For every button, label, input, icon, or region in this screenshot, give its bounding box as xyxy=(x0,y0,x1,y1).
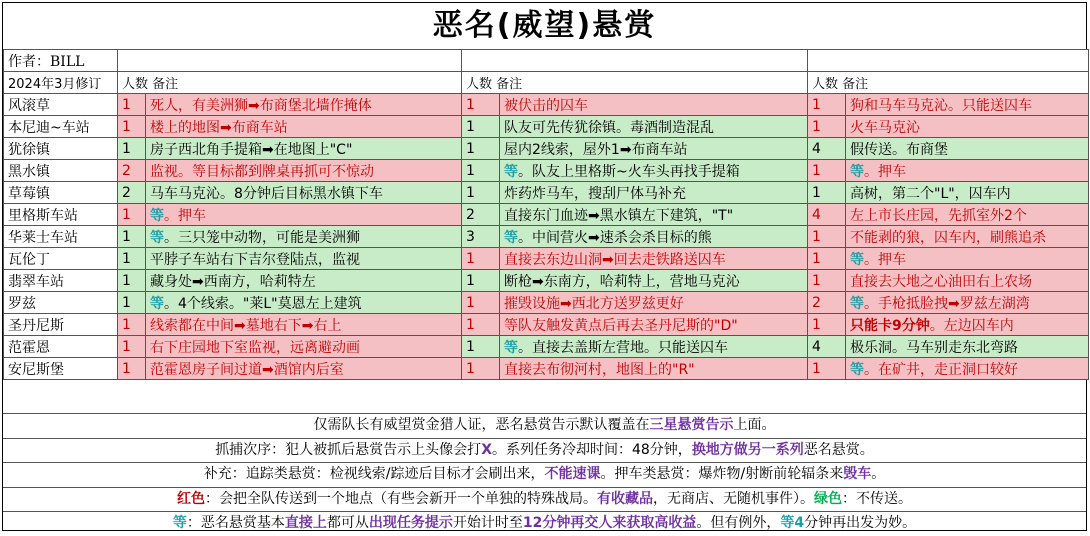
note-text: 平脖子车站右下吉尔登陆点，监视 xyxy=(150,251,360,268)
note-text: 假传送。布商堡 xyxy=(850,141,948,158)
note-cell xyxy=(846,138,1089,160)
col-count-header: 人数 xyxy=(812,77,839,92)
wait-tag: 等 xyxy=(504,229,518,246)
note-text: 。4个线索。"莱L"莫恩左上建筑 xyxy=(164,295,362,312)
note-cell xyxy=(146,226,462,248)
count-cell: 1 xyxy=(808,248,846,270)
col-note-header: 备注 xyxy=(842,77,869,92)
note-cell xyxy=(846,314,1089,336)
wait-tag: 等 xyxy=(504,339,518,356)
count-cell: 1 xyxy=(118,336,146,358)
note-text: 直接去大地之心油田右上农场 xyxy=(850,273,1032,290)
note-cell xyxy=(146,270,462,292)
note-text: 屋内2线索，屋外1➡布商车站 xyxy=(504,141,688,158)
note-cell xyxy=(846,160,1089,182)
count-cell: 2 xyxy=(808,292,846,314)
note-text: 左上市长庄园，先抓室外2个 xyxy=(850,207,1027,224)
count-cell: 4 xyxy=(808,204,846,226)
location-cell: 华莱士车站 xyxy=(4,226,118,248)
location-cell: 瓦伦丁 xyxy=(4,248,118,270)
table-row xyxy=(4,182,1089,204)
count-cell: 1 xyxy=(118,270,146,292)
page-title: 恶名(威望)悬赏 xyxy=(3,3,1086,50)
count-cell: 1 xyxy=(462,116,500,138)
note-cell xyxy=(500,182,808,204)
count-cell: 1 xyxy=(808,182,846,204)
note-text: 范霍恩房子间过道➡酒馆内后室 xyxy=(150,361,344,378)
count-cell: 1 xyxy=(118,138,146,160)
note-cell xyxy=(146,160,462,182)
note-text: 。左边囚车内 xyxy=(929,317,1014,334)
count-cell: 1 xyxy=(118,204,146,226)
count-cell: 2 xyxy=(462,204,500,226)
note-cell xyxy=(500,248,808,270)
table-row xyxy=(4,116,1089,138)
location-cell: 黑水镇 xyxy=(4,160,118,182)
note-line-3: 补充：追踪类悬赏：检视线索/踪迹后目标才会刷出来，不能速课。押车类悬赏：爆炸物/射断前轮辐条来毁车。 xyxy=(3,462,1086,487)
wait-tag: 等 xyxy=(850,295,864,312)
location-cell: 风滚草 xyxy=(4,94,118,116)
note-cell xyxy=(846,226,1089,248)
note-cell xyxy=(846,358,1089,380)
note-text: 线索都在中间➡墓地右下➡右上 xyxy=(150,317,342,334)
wait-tag: 等 xyxy=(150,229,164,246)
col-note-header: 备注 xyxy=(496,77,523,92)
col-note-header: 备注 xyxy=(152,77,179,92)
note-cell xyxy=(146,292,462,314)
wait-tag: 等 xyxy=(850,163,864,180)
note-cell xyxy=(500,336,808,358)
note-text: 。押车 xyxy=(164,207,206,224)
count-cell: 1 xyxy=(462,292,500,314)
note-text: 监视。等目标都到牌桌再抓可不惊动 xyxy=(150,163,374,180)
count-cell: 1 xyxy=(808,94,846,116)
count-cell: 1 xyxy=(462,182,500,204)
note-cell xyxy=(846,204,1089,226)
count-cell: 4 xyxy=(808,138,846,160)
note-cell xyxy=(846,336,1089,358)
note-cell xyxy=(846,292,1089,314)
note-line-1: 仅需队长有威望赏金猎人证，恶名悬赏告示默认覆盖在三星悬赏告示上面。 xyxy=(3,413,1086,438)
note-line-5: 等：恶名悬赏基本直接上都可从出现任务提示开始计时至12分钟再交人来获取高收益。但有例外，等4分钟再出发为妙。 xyxy=(3,511,1086,536)
count-cell: 1 xyxy=(462,314,500,336)
note-text: 房子西北角手提箱➡在地图上"C" xyxy=(150,141,353,158)
location-cell: 草莓镇 xyxy=(4,182,118,204)
note-text: 炸药炸马车，搜刮尸体马补充 xyxy=(504,185,686,202)
location-cell: 犹徐镇 xyxy=(4,138,118,160)
table-row xyxy=(4,160,1089,182)
count-cell: 1 xyxy=(808,116,846,138)
note-text: 死人，有美洲狮➡布商堡北墙作掩体 xyxy=(150,97,372,114)
note-text: 等队友触发黄点后再去圣丹尼斯的"D" xyxy=(504,317,738,334)
count-cell: 1 xyxy=(462,248,500,270)
location-cell: 罗兹 xyxy=(4,292,118,314)
count-cell: 1 xyxy=(808,160,846,182)
table-row xyxy=(4,358,1089,380)
author-row xyxy=(4,50,1089,72)
note-text: 断枪➡东南方，哈莉特上，营地马克沁 xyxy=(504,273,740,290)
location-cell: 里格斯车站 xyxy=(4,204,118,226)
count-cell: 1 xyxy=(808,314,846,336)
note-text: 。手枪抵脸拽➡罗兹左湖湾 xyxy=(864,295,1030,312)
note-text: 高树，第二个"L"，囚车内 xyxy=(850,185,1011,202)
note-text: 不能剥的狼，囚车内，刷熊追杀 xyxy=(850,229,1046,246)
count-cell: 1 xyxy=(118,116,146,138)
note-text: 右下庄园地下室监视，远离避动画 xyxy=(150,339,360,356)
note-text: 。在矿井，走正洞口较好 xyxy=(864,361,1018,378)
note-cell xyxy=(146,116,462,138)
count-cell: 2 xyxy=(118,160,146,182)
note-cell xyxy=(846,182,1089,204)
col-count-header: 人数 xyxy=(466,77,493,92)
note-text: 被伏击的囚车 xyxy=(504,97,588,114)
table-row xyxy=(4,226,1089,248)
location-cell: 安尼斯堡 xyxy=(4,358,118,380)
note-text: 。三只笼中动物，可能是美洲狮 xyxy=(164,229,360,246)
note-cell xyxy=(146,94,462,116)
table-row xyxy=(4,248,1089,270)
note-text: 马车马克沁。8分钟后目标黑水镇下车 xyxy=(150,185,383,202)
count-cell: 1 xyxy=(118,94,146,116)
wait-tag: 等 xyxy=(504,163,518,180)
note-text: 。押车 xyxy=(864,251,906,268)
note-text: 直接去布彻河村，地图上的"R" xyxy=(504,361,695,378)
wait-tag: 等 xyxy=(850,361,864,378)
note-text: 极乐洞。马车别走东北弯路 xyxy=(850,339,1018,356)
count-cell: 1 xyxy=(808,226,846,248)
count-cell: 4 xyxy=(808,336,846,358)
note-cell xyxy=(146,358,462,380)
note-text: 。队友上里格斯~火车头再找手提箱 xyxy=(518,163,740,180)
table-row xyxy=(4,292,1089,314)
note-cell xyxy=(500,292,808,314)
note-cell xyxy=(146,182,462,204)
count-cell: 1 xyxy=(462,138,500,160)
count-cell: 2 xyxy=(118,182,146,204)
table-row xyxy=(4,336,1089,358)
author-label: 作者：BILL xyxy=(4,50,118,72)
count-cell: 1 xyxy=(462,270,500,292)
note-text: 队友可先传犹徐镇。毒酒制造混乱 xyxy=(504,119,714,136)
count-cell: 1 xyxy=(462,160,500,182)
note-cell xyxy=(146,336,462,358)
table-row xyxy=(4,270,1089,292)
note-cell xyxy=(146,314,462,336)
note-cell xyxy=(846,116,1089,138)
bounty-sheet xyxy=(2,2,1087,531)
emphasis-text: 只能卡9分钟 xyxy=(850,317,930,334)
note-cell xyxy=(500,138,808,160)
note-line-2: 抓捕次序：犯人被抓后悬赏告示上头像会打X。系列任务冷却时间：48分钟，换地方做另一系列恶名悬赏。 xyxy=(3,438,1086,463)
note-text: 。押车 xyxy=(864,163,906,180)
location-cell: 翡翠车站 xyxy=(4,270,118,292)
table-row xyxy=(4,138,1089,160)
note-text: 摧毁设施➡西北方送罗兹更好 xyxy=(504,295,684,312)
note-cell xyxy=(500,270,808,292)
count-cell: 1 xyxy=(462,94,500,116)
col-count-header: 人数 xyxy=(122,77,149,92)
location-cell: 圣丹尼斯 xyxy=(4,314,118,336)
note-cell xyxy=(846,248,1089,270)
note-cell xyxy=(500,94,808,116)
wait-tag: 等 xyxy=(850,251,864,268)
note-cell xyxy=(846,270,1089,292)
note-cell xyxy=(146,138,462,160)
note-text: 火车马克沁 xyxy=(850,119,920,136)
location-cell: 本尼迪~车站 xyxy=(4,116,118,138)
wait-tag: 等 xyxy=(150,295,164,312)
note-cell xyxy=(846,94,1089,116)
note-cell xyxy=(500,358,808,380)
count-cell: 3 xyxy=(462,226,500,248)
bounty-table xyxy=(3,49,1089,380)
count-cell: 1 xyxy=(462,336,500,358)
note-text: 。直接去盖斯左营地。只能送囚车 xyxy=(518,339,728,356)
count-cell: 1 xyxy=(118,314,146,336)
note-cell xyxy=(500,226,808,248)
count-cell: 1 xyxy=(118,292,146,314)
table-row xyxy=(4,204,1089,226)
count-cell: 1 xyxy=(118,248,146,270)
header-row xyxy=(4,72,1089,94)
note-cell xyxy=(500,160,808,182)
revision-label: 2024年3月修订 xyxy=(4,72,118,94)
count-cell: 1 xyxy=(118,226,146,248)
table-row xyxy=(4,314,1089,336)
note-cell xyxy=(146,204,462,226)
count-cell: 1 xyxy=(808,358,846,380)
count-cell: 1 xyxy=(462,358,500,380)
notes-section xyxy=(3,413,1086,536)
location-cell: 范霍恩 xyxy=(4,336,118,358)
note-text: 。中间营火➡速杀会杀目标的熊 xyxy=(518,229,712,246)
count-cell: 1 xyxy=(808,270,846,292)
note-cell xyxy=(146,248,462,270)
note-cell xyxy=(500,116,808,138)
note-cell xyxy=(500,204,808,226)
note-text: 狗和马车马克沁。只能送囚车 xyxy=(850,97,1032,114)
note-text: 直接去东边山洞➡回去走铁路送囚车 xyxy=(504,251,726,268)
note-text: 藏身处➡西南方，哈莉特左 xyxy=(150,273,316,290)
note-cell xyxy=(500,314,808,336)
table-row xyxy=(4,94,1089,116)
note-text: 楼上的地图➡布商车站 xyxy=(150,119,288,136)
wait-tag: 等 xyxy=(150,207,164,224)
note-text: 直接东门血迹➡黑水镇左下建筑，"T" xyxy=(504,207,734,224)
count-cell: 1 xyxy=(118,358,146,380)
note-line-4: 红色：会把全队传送到一个地点（有些会新开一个单独的特殊战局。有收藏品，无商店、无随机事件）。绿色：不传送。 xyxy=(3,487,1086,512)
